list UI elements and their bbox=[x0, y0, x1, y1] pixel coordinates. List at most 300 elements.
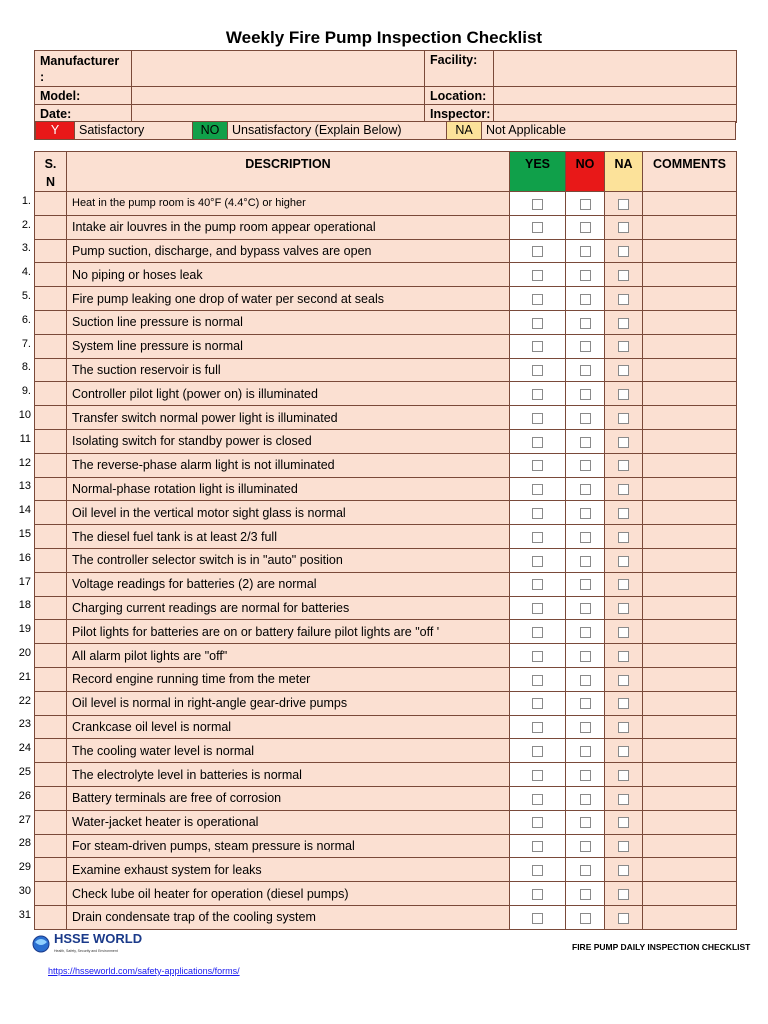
sn-cell bbox=[35, 691, 67, 715]
yes-checkbox[interactable] bbox=[532, 413, 543, 424]
footer-link[interactable]: https://hsseworld.com/safety-applications/forms/ bbox=[48, 966, 240, 976]
yes-checkbox-cell[interactable] bbox=[510, 334, 566, 358]
yes-checkbox-cell[interactable] bbox=[510, 644, 566, 668]
sn-cell bbox=[35, 453, 67, 477]
no-checkbox-cell[interactable] bbox=[566, 739, 605, 763]
na-checkbox-cell[interactable] bbox=[605, 310, 643, 334]
yes-checkbox-cell[interactable] bbox=[510, 596, 566, 620]
row-number: 24 bbox=[18, 742, 31, 755]
comments-cell[interactable] bbox=[643, 620, 737, 644]
comments-cell[interactable] bbox=[643, 548, 737, 572]
item-description: Battery terminals are free of corrosion bbox=[67, 786, 510, 810]
no-checkbox[interactable] bbox=[580, 365, 591, 376]
no-checkbox-cell[interactable] bbox=[566, 763, 605, 787]
comments-cell[interactable] bbox=[643, 834, 737, 858]
no-checkbox-cell[interactable] bbox=[566, 667, 605, 691]
comments-cell[interactable] bbox=[643, 310, 737, 334]
yes-checkbox-cell[interactable] bbox=[510, 763, 566, 787]
yes-checkbox[interactable] bbox=[532, 246, 543, 257]
comments-cell[interactable] bbox=[643, 453, 737, 477]
no-checkbox[interactable] bbox=[580, 651, 591, 662]
yes-checkbox-cell[interactable] bbox=[510, 310, 566, 334]
row-number: 23 bbox=[18, 718, 31, 731]
row-number: 19 bbox=[18, 623, 31, 636]
comments-cell[interactable] bbox=[643, 382, 737, 406]
no-checkbox[interactable] bbox=[580, 627, 591, 638]
na-checkbox-cell[interactable] bbox=[605, 239, 643, 263]
yes-checkbox[interactable] bbox=[532, 603, 543, 614]
na-checkbox[interactable] bbox=[618, 294, 629, 305]
comments-cell[interactable] bbox=[643, 358, 737, 382]
na-checkbox[interactable] bbox=[618, 841, 629, 852]
yes-checkbox[interactable] bbox=[532, 841, 543, 852]
no-checkbox[interactable] bbox=[580, 270, 591, 281]
comments-cell[interactable] bbox=[643, 882, 737, 906]
yes-checkbox[interactable] bbox=[532, 199, 543, 210]
col-comments-header: COMMENTS bbox=[643, 152, 737, 192]
yes-checkbox[interactable] bbox=[532, 651, 543, 662]
legend-no-text: Unsatisfactory (Explain Below) bbox=[232, 123, 402, 137]
na-checkbox[interactable] bbox=[618, 794, 629, 805]
no-checkbox[interactable] bbox=[580, 294, 591, 305]
sn-cell bbox=[35, 406, 67, 430]
na-checkbox-cell[interactable] bbox=[605, 786, 643, 810]
sn-cell bbox=[35, 501, 67, 525]
yes-checkbox[interactable] bbox=[532, 222, 543, 233]
row-number: 2. bbox=[21, 218, 31, 231]
no-checkbox[interactable] bbox=[580, 698, 591, 709]
yes-checkbox-cell[interactable] bbox=[510, 192, 566, 216]
yes-checkbox[interactable] bbox=[532, 460, 543, 471]
legend-na-text: Not Applicable bbox=[486, 123, 566, 137]
yes-checkbox-cell[interactable] bbox=[510, 667, 566, 691]
yes-checkbox[interactable] bbox=[532, 318, 543, 329]
no-checkbox-cell[interactable] bbox=[566, 215, 605, 239]
item-description: The suction reservoir is full bbox=[67, 358, 510, 382]
yes-checkbox-cell[interactable] bbox=[510, 786, 566, 810]
na-checkbox-cell[interactable] bbox=[605, 334, 643, 358]
yes-checkbox-cell[interactable] bbox=[510, 905, 566, 929]
no-checkbox-cell[interactable] bbox=[566, 644, 605, 668]
yes-checkbox-cell[interactable] bbox=[510, 453, 566, 477]
no-checkbox[interactable] bbox=[580, 865, 591, 876]
na-checkbox-cell[interactable] bbox=[605, 810, 643, 834]
na-checkbox-cell[interactable] bbox=[605, 620, 643, 644]
na-checkbox[interactable] bbox=[618, 508, 629, 519]
comments-cell[interactable] bbox=[643, 786, 737, 810]
yes-checkbox[interactable] bbox=[532, 294, 543, 305]
yes-checkbox[interactable] bbox=[532, 389, 543, 400]
no-checkbox[interactable] bbox=[580, 222, 591, 233]
yes-checkbox[interactable] bbox=[532, 865, 543, 876]
table-row bbox=[35, 882, 737, 906]
item-description: The electrolyte level in batteries is normal bbox=[67, 763, 510, 787]
yes-checkbox[interactable] bbox=[532, 484, 543, 495]
table-row bbox=[35, 763, 737, 787]
na-checkbox-cell[interactable] bbox=[605, 525, 643, 549]
table-header-row bbox=[35, 152, 737, 192]
na-checkbox[interactable] bbox=[618, 746, 629, 757]
sn-cell bbox=[35, 429, 67, 453]
na-checkbox-cell[interactable] bbox=[605, 572, 643, 596]
manufacturer-label: Manufacturer : bbox=[35, 51, 132, 87]
sn-cell bbox=[35, 810, 67, 834]
na-checkbox[interactable] bbox=[618, 889, 629, 900]
yes-checkbox-cell[interactable] bbox=[510, 858, 566, 882]
no-checkbox[interactable] bbox=[580, 556, 591, 567]
comments-cell[interactable] bbox=[643, 192, 737, 216]
comments-cell[interactable] bbox=[643, 763, 737, 787]
yes-checkbox[interactable] bbox=[532, 627, 543, 638]
no-checkbox-cell[interactable] bbox=[566, 334, 605, 358]
table-row bbox=[35, 596, 737, 620]
no-checkbox-cell[interactable] bbox=[566, 477, 605, 501]
sn-cell bbox=[35, 715, 67, 739]
yes-checkbox-cell[interactable] bbox=[510, 382, 566, 406]
row-number: 30 bbox=[18, 885, 31, 897]
na-checkbox-cell[interactable] bbox=[605, 192, 643, 216]
na-checkbox-cell[interactable] bbox=[605, 453, 643, 477]
comments-cell[interactable] bbox=[643, 644, 737, 668]
no-checkbox-cell[interactable] bbox=[566, 715, 605, 739]
table-row bbox=[35, 525, 737, 549]
no-checkbox-cell[interactable] bbox=[566, 620, 605, 644]
yes-checkbox-cell[interactable] bbox=[510, 739, 566, 763]
yes-checkbox[interactable] bbox=[532, 817, 543, 828]
no-checkbox[interactable] bbox=[580, 889, 591, 900]
yes-checkbox-cell[interactable] bbox=[510, 620, 566, 644]
legend-y-text: Satisfactory bbox=[79, 123, 145, 137]
row-number: 1. bbox=[21, 194, 31, 207]
sn-cell bbox=[35, 882, 67, 906]
table-row bbox=[35, 572, 737, 596]
na-checkbox[interactable] bbox=[618, 460, 629, 471]
na-checkbox-cell[interactable] bbox=[605, 763, 643, 787]
na-checkbox-cell[interactable] bbox=[605, 667, 643, 691]
na-checkbox[interactable] bbox=[618, 484, 629, 495]
no-checkbox[interactable] bbox=[580, 460, 591, 471]
na-checkbox[interactable] bbox=[618, 437, 629, 448]
no-checkbox[interactable] bbox=[580, 437, 591, 448]
na-checkbox[interactable] bbox=[618, 222, 629, 233]
item-description: The cooling water level is normal bbox=[67, 739, 510, 763]
item-description: Drain condensate trap of the cooling system bbox=[67, 905, 510, 929]
comments-cell[interactable] bbox=[643, 596, 737, 620]
manufacturer-field[interactable] bbox=[132, 51, 425, 87]
table-row bbox=[35, 501, 737, 525]
legend-no-code: NO bbox=[192, 122, 228, 139]
item-description: Transfer switch normal power light is illuminated bbox=[67, 406, 510, 430]
na-checkbox[interactable] bbox=[618, 627, 629, 638]
na-checkbox-cell[interactable] bbox=[605, 739, 643, 763]
no-checkbox[interactable] bbox=[580, 841, 591, 852]
no-checkbox[interactable] bbox=[580, 746, 591, 757]
comments-cell[interactable] bbox=[643, 501, 737, 525]
sn-cell bbox=[35, 667, 67, 691]
table-row bbox=[35, 786, 737, 810]
no-checkbox-cell[interactable] bbox=[566, 882, 605, 906]
location-label: Location: bbox=[425, 87, 494, 105]
yes-checkbox-cell[interactable] bbox=[510, 501, 566, 525]
yes-checkbox[interactable] bbox=[532, 270, 543, 281]
table-row bbox=[35, 905, 737, 929]
na-checkbox-cell[interactable] bbox=[605, 882, 643, 906]
comments-cell[interactable] bbox=[643, 334, 737, 358]
na-checkbox[interactable] bbox=[618, 365, 629, 376]
item-description: Fire pump leaking one drop of water per second at seals bbox=[67, 287, 510, 311]
row-number: 20 bbox=[18, 647, 31, 660]
sn-cell bbox=[35, 382, 67, 406]
no-checkbox-cell[interactable] bbox=[566, 406, 605, 430]
yes-checkbox[interactable] bbox=[532, 746, 543, 757]
col-yes-header: YES bbox=[510, 152, 566, 192]
page-title: Weekly Fire Pump Inspection Checklist bbox=[225, 28, 543, 47]
item-description: Water-jacket heater is operational bbox=[67, 810, 510, 834]
comments-cell[interactable] bbox=[643, 215, 737, 239]
na-checkbox-cell[interactable] bbox=[605, 501, 643, 525]
no-checkbox[interactable] bbox=[580, 318, 591, 329]
no-checkbox-cell[interactable] bbox=[566, 905, 605, 929]
legend-y-code: Y bbox=[35, 122, 75, 139]
table-row bbox=[35, 358, 737, 382]
item-description: Record engine running time from the meter bbox=[67, 667, 510, 691]
checklist-table bbox=[34, 151, 737, 930]
no-checkbox[interactable] bbox=[580, 508, 591, 519]
na-checkbox-cell[interactable] bbox=[605, 406, 643, 430]
yes-checkbox[interactable] bbox=[532, 770, 543, 781]
model-field[interactable] bbox=[132, 87, 425, 105]
yes-checkbox-cell[interactable] bbox=[510, 358, 566, 382]
yes-checkbox-cell[interactable] bbox=[510, 834, 566, 858]
na-checkbox-cell[interactable] bbox=[605, 905, 643, 929]
inspector-field[interactable] bbox=[494, 105, 737, 123]
yes-checkbox[interactable] bbox=[532, 579, 543, 590]
na-checkbox[interactable] bbox=[618, 389, 629, 400]
na-checkbox[interactable] bbox=[618, 413, 629, 424]
facility-field[interactable] bbox=[494, 51, 737, 87]
no-checkbox-cell[interactable] bbox=[566, 192, 605, 216]
yes-checkbox[interactable] bbox=[532, 556, 543, 567]
comments-cell[interactable] bbox=[643, 429, 737, 453]
no-checkbox[interactable] bbox=[580, 389, 591, 400]
na-checkbox[interactable] bbox=[618, 556, 629, 567]
comments-cell[interactable] bbox=[643, 739, 737, 763]
yes-checkbox[interactable] bbox=[532, 365, 543, 376]
item-description: Pump suction, discharge, and bypass valves are open bbox=[67, 239, 510, 263]
na-checkbox-cell[interactable] bbox=[605, 358, 643, 382]
no-checkbox-cell[interactable] bbox=[566, 382, 605, 406]
na-checkbox[interactable] bbox=[618, 199, 629, 210]
na-checkbox[interactable] bbox=[618, 246, 629, 257]
item-description: Suction line pressure is normal bbox=[67, 310, 510, 334]
no-checkbox[interactable] bbox=[580, 484, 591, 495]
table-row bbox=[35, 192, 737, 216]
comments-cell[interactable] bbox=[643, 525, 737, 549]
inspector-label: Inspector: bbox=[425, 105, 494, 123]
comments-cell[interactable] bbox=[643, 667, 737, 691]
na-checkbox[interactable] bbox=[618, 770, 629, 781]
yes-checkbox-cell[interactable] bbox=[510, 525, 566, 549]
na-checkbox[interactable] bbox=[618, 698, 629, 709]
comments-cell[interactable] bbox=[643, 287, 737, 311]
legend-na-code: NA bbox=[446, 122, 482, 139]
yes-checkbox-cell[interactable] bbox=[510, 691, 566, 715]
comments-cell[interactable] bbox=[643, 572, 737, 596]
row-number: 3. bbox=[21, 242, 31, 255]
yes-checkbox-cell[interactable] bbox=[510, 429, 566, 453]
na-checkbox-cell[interactable] bbox=[605, 715, 643, 739]
table-row bbox=[35, 334, 737, 358]
sn-cell bbox=[35, 310, 67, 334]
na-checkbox[interactable] bbox=[618, 913, 629, 924]
na-checkbox-cell[interactable] bbox=[605, 477, 643, 501]
no-checkbox[interactable] bbox=[580, 675, 591, 686]
na-checkbox[interactable] bbox=[618, 651, 629, 662]
no-checkbox-cell[interactable] bbox=[566, 239, 605, 263]
sn-cell bbox=[35, 644, 67, 668]
no-checkbox-cell[interactable] bbox=[566, 525, 605, 549]
yes-checkbox[interactable] bbox=[532, 675, 543, 686]
no-checkbox-cell[interactable] bbox=[566, 810, 605, 834]
na-checkbox-cell[interactable] bbox=[605, 548, 643, 572]
no-checkbox[interactable] bbox=[580, 532, 591, 543]
na-checkbox[interactable] bbox=[618, 675, 629, 686]
comments-cell[interactable] bbox=[643, 263, 737, 287]
comments-cell[interactable] bbox=[643, 715, 737, 739]
row-number: 12 bbox=[18, 456, 31, 469]
yes-checkbox-cell[interactable] bbox=[510, 548, 566, 572]
na-checkbox-cell[interactable] bbox=[605, 215, 643, 239]
no-checkbox-cell[interactable] bbox=[566, 287, 605, 311]
no-checkbox[interactable] bbox=[580, 794, 591, 805]
yes-checkbox-cell[interactable] bbox=[510, 239, 566, 263]
no-checkbox-cell[interactable] bbox=[566, 358, 605, 382]
na-checkbox[interactable] bbox=[618, 817, 629, 828]
yes-checkbox[interactable] bbox=[532, 722, 543, 733]
yes-checkbox-cell[interactable] bbox=[510, 406, 566, 430]
na-checkbox-cell[interactable] bbox=[605, 858, 643, 882]
row-number: 15 bbox=[18, 528, 31, 541]
table-row bbox=[35, 620, 737, 644]
no-checkbox-cell[interactable] bbox=[566, 834, 605, 858]
no-checkbox[interactable] bbox=[580, 913, 591, 924]
yes-checkbox[interactable] bbox=[532, 437, 543, 448]
row-number: 6. bbox=[21, 313, 31, 326]
yes-checkbox-cell[interactable] bbox=[510, 882, 566, 906]
no-checkbox[interactable] bbox=[580, 199, 591, 210]
no-checkbox-cell[interactable] bbox=[566, 548, 605, 572]
sn-cell bbox=[35, 263, 67, 287]
no-checkbox-cell[interactable] bbox=[566, 858, 605, 882]
yes-checkbox[interactable] bbox=[532, 532, 543, 543]
na-checkbox-cell[interactable] bbox=[605, 287, 643, 311]
na-checkbox-cell[interactable] bbox=[605, 429, 643, 453]
comments-cell[interactable] bbox=[643, 406, 737, 430]
yes-checkbox[interactable] bbox=[532, 794, 543, 805]
comments-cell[interactable] bbox=[643, 477, 737, 501]
na-checkbox[interactable] bbox=[618, 722, 629, 733]
na-checkbox-cell[interactable] bbox=[605, 691, 643, 715]
yes-checkbox-cell[interactable] bbox=[510, 263, 566, 287]
no-checkbox-cell[interactable] bbox=[566, 263, 605, 287]
yes-checkbox[interactable] bbox=[532, 698, 543, 709]
table-row bbox=[35, 239, 737, 263]
facility-label: Facility: bbox=[425, 51, 494, 87]
na-checkbox-cell[interactable] bbox=[605, 382, 643, 406]
na-checkbox[interactable] bbox=[618, 532, 629, 543]
yes-checkbox[interactable] bbox=[532, 508, 543, 519]
yes-checkbox[interactable] bbox=[532, 913, 543, 924]
no-checkbox-cell[interactable] bbox=[566, 572, 605, 596]
na-checkbox-cell[interactable] bbox=[605, 644, 643, 668]
table-row bbox=[35, 429, 737, 453]
table-row bbox=[35, 263, 737, 287]
comments-cell[interactable] bbox=[643, 691, 737, 715]
comments-cell[interactable] bbox=[643, 905, 737, 929]
comments-cell[interactable] bbox=[643, 858, 737, 882]
row-number: 11 bbox=[19, 432, 31, 445]
yes-checkbox-cell[interactable] bbox=[510, 715, 566, 739]
comments-cell[interactable] bbox=[643, 810, 737, 834]
table-row bbox=[35, 287, 737, 311]
na-checkbox[interactable] bbox=[618, 579, 629, 590]
no-checkbox[interactable] bbox=[580, 341, 591, 352]
yes-checkbox[interactable] bbox=[532, 889, 543, 900]
table-row bbox=[35, 310, 737, 334]
no-checkbox-cell[interactable] bbox=[566, 691, 605, 715]
na-checkbox-cell[interactable] bbox=[605, 596, 643, 620]
row-number: 13 bbox=[18, 480, 31, 493]
na-checkbox[interactable] bbox=[618, 865, 629, 876]
item-description: System line pressure is normal bbox=[67, 334, 510, 358]
no-checkbox[interactable] bbox=[580, 413, 591, 424]
na-checkbox[interactable] bbox=[618, 603, 629, 614]
no-checkbox-cell[interactable] bbox=[566, 596, 605, 620]
location-field[interactable] bbox=[494, 87, 737, 105]
na-checkbox-cell[interactable] bbox=[605, 263, 643, 287]
no-checkbox-cell[interactable] bbox=[566, 453, 605, 477]
no-checkbox-cell[interactable] bbox=[566, 310, 605, 334]
no-checkbox[interactable] bbox=[580, 603, 591, 614]
comments-cell[interactable] bbox=[643, 239, 737, 263]
na-checkbox[interactable] bbox=[618, 318, 629, 329]
no-checkbox[interactable] bbox=[580, 722, 591, 733]
date-field[interactable] bbox=[132, 105, 425, 123]
yes-checkbox-cell[interactable] bbox=[510, 810, 566, 834]
row-number: 16 bbox=[18, 551, 31, 564]
yes-checkbox-cell[interactable] bbox=[510, 477, 566, 501]
yes-checkbox-cell[interactable] bbox=[510, 215, 566, 239]
yes-checkbox[interactable] bbox=[532, 341, 543, 352]
item-description: Voltage readings for batteries (2) are normal bbox=[67, 572, 510, 596]
yes-checkbox-cell[interactable] bbox=[510, 287, 566, 311]
table-row bbox=[35, 810, 737, 834]
na-checkbox[interactable] bbox=[618, 341, 629, 352]
no-checkbox-cell[interactable] bbox=[566, 786, 605, 810]
table-row bbox=[35, 644, 737, 668]
yes-checkbox-cell[interactable] bbox=[510, 572, 566, 596]
no-checkbox-cell[interactable] bbox=[566, 501, 605, 525]
no-checkbox[interactable] bbox=[580, 246, 591, 257]
no-checkbox[interactable] bbox=[580, 770, 591, 781]
no-checkbox-cell[interactable] bbox=[566, 429, 605, 453]
no-checkbox[interactable] bbox=[580, 817, 591, 828]
item-description: For steam-driven pumps, steam pressure is normal bbox=[67, 834, 510, 858]
no-checkbox[interactable] bbox=[580, 579, 591, 590]
na-checkbox-cell[interactable] bbox=[605, 834, 643, 858]
sn-cell bbox=[35, 287, 67, 311]
na-checkbox[interactable] bbox=[618, 270, 629, 281]
